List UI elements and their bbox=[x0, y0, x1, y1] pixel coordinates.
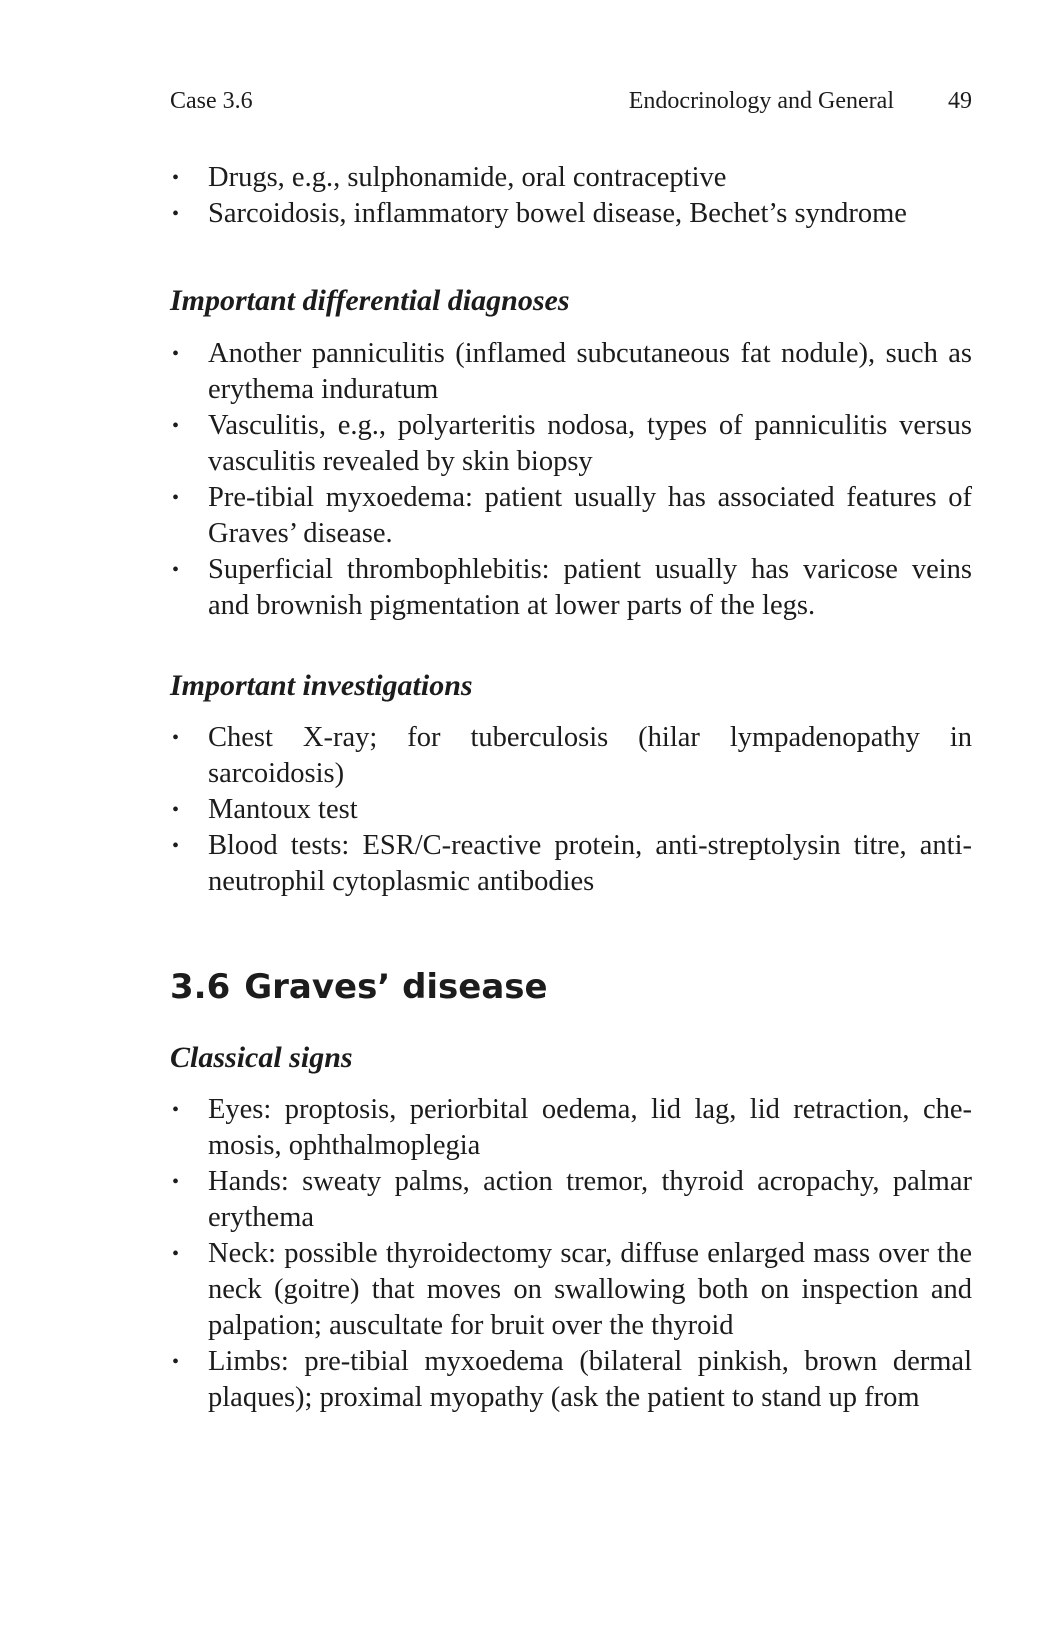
differential-list bbox=[170, 336, 972, 624]
list-item bbox=[170, 1164, 972, 1236]
intro-section bbox=[170, 160, 972, 232]
section-heading: Important investigations bbox=[170, 669, 473, 702]
intro-list bbox=[170, 160, 972, 232]
list-item-text: Mantoux test bbox=[208, 794, 358, 825]
bullet-icon: • bbox=[172, 1351, 180, 1373]
list-item bbox=[170, 828, 972, 900]
page-number: 49 bbox=[948, 88, 972, 114]
list-item bbox=[170, 480, 972, 552]
bullet-icon: • bbox=[172, 799, 180, 821]
investigations-list bbox=[170, 720, 972, 900]
list-item bbox=[170, 196, 972, 232]
list-item-text: Chest X-ray; for tuberculosis (hilar lympadenopathy in sarcoidosis) bbox=[208, 722, 972, 789]
case-label: Case 3.6 bbox=[170, 88, 253, 114]
bullet-icon: • bbox=[172, 1171, 180, 1193]
bullet-icon: • bbox=[172, 559, 180, 581]
section-heading: Important differential diagnoses bbox=[170, 284, 570, 317]
list-item bbox=[170, 160, 972, 196]
chapter-title: Endocrinology and General bbox=[628, 88, 894, 114]
list-item-text: Limbs: pre-tibial myxoedema (bilateral pinkish, brown dermal plaques); proximal myopathy (ask the patient to stand up from bbox=[208, 1346, 972, 1413]
bullet-icon: • bbox=[172, 415, 180, 437]
section-number: 3.6 bbox=[170, 967, 231, 1007]
list-item bbox=[170, 336, 972, 408]
list-item bbox=[170, 1344, 972, 1416]
list-item-text: Superficial thrombophlebitis: patient usually has varicose veins and brownish pigmentation at lower parts of the legs. bbox=[208, 554, 972, 621]
list-item-text: Eyes: proptosis, periorbital oedema, lid lag, lid retraction, che-mosis, ophthalmoplegia bbox=[208, 1094, 972, 1161]
bullet-icon: • bbox=[172, 343, 180, 365]
list-item-text: Another panniculitis (inflamed subcutaneous fat nodule), such as erythema induratum bbox=[208, 338, 972, 405]
section-heading: Classical signs bbox=[170, 1041, 353, 1074]
running-head bbox=[170, 84, 972, 118]
list-item bbox=[170, 792, 972, 828]
differential-list-wrap bbox=[170, 336, 972, 624]
list-item-text: Blood tests: ESR/C-reactive protein, anti-streptolysin titre, anti-neutrophil cytoplasmic antibodies bbox=[208, 830, 972, 897]
list-item-text: Drugs, e.g., sulphonamide, oral contraceptive bbox=[208, 162, 727, 193]
bullet-icon: • bbox=[172, 487, 180, 509]
list-item bbox=[170, 408, 972, 480]
list-item bbox=[170, 720, 972, 792]
investigations-section bbox=[170, 666, 972, 706]
classical-signs-section bbox=[170, 1038, 972, 1078]
bullet-icon: • bbox=[172, 167, 180, 189]
investigations-list-wrap bbox=[170, 720, 972, 900]
bullet-icon: • bbox=[172, 1243, 180, 1265]
bullet-icon: • bbox=[172, 1099, 180, 1121]
bullet-icon: • bbox=[172, 727, 180, 749]
classical-signs-list bbox=[170, 1092, 972, 1416]
chapter-section-3-6 bbox=[170, 964, 972, 1010]
list-item-text: Neck: possible thyroidectomy scar, diffuse enlarged mass over the neck (goitre) that moves on swallowing both on inspection and palpation; auscultate for bruit over the thyroid bbox=[208, 1238, 972, 1341]
bullet-icon: • bbox=[172, 203, 180, 225]
list-item-text: Vasculitis, e.g., polyarteritis nodosa, types of panniculitis versus vasculitis revealed by skin biopsy bbox=[208, 410, 972, 477]
differential-section bbox=[170, 281, 972, 321]
list-item-text: Pre-tibial myxoedema: patient usually has associated features of Graves’ disease. bbox=[208, 482, 972, 549]
section-title bbox=[170, 964, 972, 1010]
list-item bbox=[170, 1092, 972, 1164]
list-item bbox=[170, 552, 972, 624]
bullet-icon: • bbox=[172, 835, 180, 857]
list-item bbox=[170, 1236, 972, 1344]
section-title-text: Graves’ disease bbox=[244, 967, 548, 1007]
list-item-text: Hands: sweaty palms, action tremor, thyroid acropachy, palmar erythema bbox=[208, 1166, 972, 1233]
classical-signs-list-wrap bbox=[170, 1092, 972, 1416]
list-item-text: Sarcoidosis, inflammatory bowel disease, Bechet’s syndrome bbox=[208, 198, 907, 229]
